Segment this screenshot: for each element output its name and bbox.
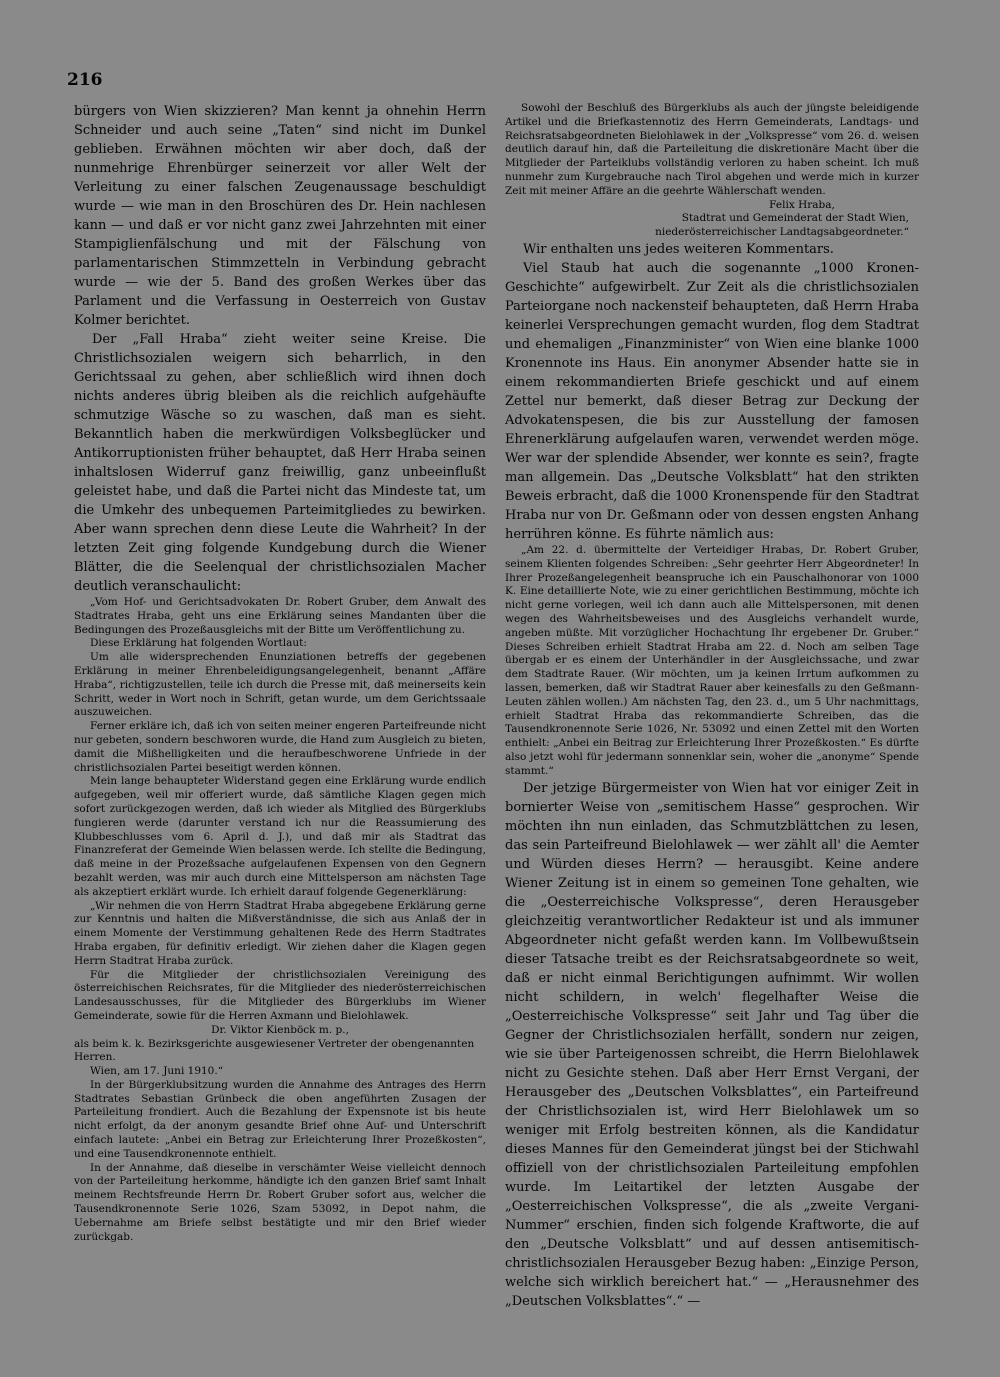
- paragraph: Wien, am 17. Juni 1910.“: [90, 1065, 224, 1078]
- paragraph: Um alle widersprechenden Enunziationen betreffs der gegebenen Erklärung in meiner Ehrenbeleidigungsangelegenheit, benannt „Affäre Hraba“, richtigzustellen, teile ich durch die Presse mit, daß meinerseits kein Schritt, weder in Wort noch in Schrift, getan wurde, um dem Gerichtssaale auszuweichen.: [74, 651, 486, 719]
- paragraph: „Vom Hof- und Gerichtsadvokaten Dr. Robert Gruber, dem Anwalt des Stadtrates Hraba, geht uns eine Erklärung seines Mandanten über die Bedingungen des Prozeßausgleichs mit der Bitte um Veröffentlichung zu.: [74, 596, 486, 636]
- paragraph: Felix Hraba,: [769, 198, 835, 211]
- right-column: [505, 102, 919, 1322]
- paragraph: Dr. Viktor Kienböck m. p.,: [211, 1023, 349, 1036]
- paragraph: Der jetzige Bürgermeister von Wien hat vor einiger Zeit in bornierter Weise von „semitischem Hasse“ gesprochen. Wir möchten ihn nun einladen, das Schmutzblättchen zu lesen, das sein Parteifreund Bielohlawek — wer zählt all' die Aemter und Würden dieses Herrn? — herausgibt. Keine andere Wiener Zeitung ist in einem so gemeinen Tone gehalten, wie die „Oesterreichische Volkspresse“, deren Herausgeber gleichzeitig verantwortlicher Redakteur ist und als immuner Abgeordneter nicht gefaßt werden kann. Im Vollbewußtsein dieser Tatsache treibt es der Reichsratsabgeordnete so weit, daß er nicht einmal Berichtigungen aufnimmt. Wir wollen nicht schildern, in welch' flegelhafter Weise die „Oesterreichische Volkspresse“ seit Jahr und Tag über die Gegner der Christlichsozialen herfällt, sondern nur zeigen, wie sie über Parteigenossen schreibt, die Herrn Bielohlawek nicht zu Gesichte stehen. Daß aber Herr Ernst Vergani, der Herausgeber des „Deutschen Volksblattes“, ein Parteifreund der Christlichsozialen ist, wird Herr Bielohlawek um so weniger mit Erfolg bestreiten können, als die Kandidatur dieses Mannes für den Gemeinderat jüngst bei der Stichwahl offiziell von der christlichsozialen Parteileitung empfohlen wurde. Im Leitartikel der letzten Ausgabe der „Oesterreichischen Volkspresse“, die als „zweite Vergani-Nummer“ erschien, finden sich folgende Kraftworte, die auf den „Deutsche Volksblatt“ und auf dessen antisemitisch-christlichsozialen Herausgeber Bezug haben: „Einzige Person, welche sich wirklich bereichert hat.“ — „Herausnehmer des „Deutschen Volksblattes“.“ —: [505, 780, 919, 1309]
- paragraph: Der „Fall Hraba“ zieht weiter seine Kreise. Die Christlichsozialen weigern sich beharrlich, in den Gerichtssaal zu gehen, aber schließlich wird ihnen doch nichts anderes übrig bleiben als die reichlich aufgehäufte schmutzige Wäsche so zu waschen, daß man es sieht. Bekanntlich haben die merkwürdigen Volksbeglücker und Antikorruptionisten früher behauptet, daß Herr Hraba seinen inhaltslosen Widerruf ganz freiwillig, ganz unbeeinflußt geleistet habe, und daß die Partei nicht das Mindeste tat, um die Umkehr des unbequemen Parteimitgliedes zu bewirken. Aber wann sprechen denn diese Leute die Wahrheit? In der letzten Zeit ging folgende Kundgebung durch die Wiener Blätter, die die Seelenqual der christlichsozialen Macher deutlich veranschaulicht:: [74, 332, 486, 594]
- paragraph: Wir enthalten uns jedes weiteren Kommentars.: [523, 241, 834, 257]
- paragraph: „Am 22. d. übermittelte der Verteidiger Hrabas, Dr. Robert Gruber, seinem Klienten folgendes Schreiben: „Sehr geehrter Herr Abgeordneter! In Ihrer Prozeßangelegenheit beanspruche ich ein Pauschalhonorar von 1000 K. Eine detaillierte Note, wie zu einer gerichtlichen Bestimmung, möchte ich nicht gerne vorlegen, weil ich dann auch alle Mittelspersonen, mit denen wegen des Wahrheitsbeweises und des Ausgleichs verhandelt wurde, angeben müßte. Mit vorzüglicher Hochachtung Ihr ergebener Dr. Gruber.“ Dieses Schreiben erhielt Stadtrat Hraba am 22. d. Noch am selben Tage übergab er es einem der Unterhändler in der Ausgleichssache, und zwar dem Stadtrate Rauer. (Wir möchten, um ja keinen Irrtum aufkommen zu lassen, bemerken, daß wir Stadtrat Rauer aber keinesfalls zu den Geßmann-Leuten zählen wollen.) Am nächsten Tag, den 23. d., um 5 Uhr nachmittags, erhielt Stadtrat Hraba das rekommandierte Schreiben, das die Tausendkronennote Serie 1026, Nr. 53092 und einen Zettel mit den Worten enthielt: „Anbei ein Beitrag zur Erleichterung Ihrer Prozeßkosten.“ Es dürfte also jetzt wohl für jedermann sonnenklar sein, woher die „anonyme“ Spende stammt.“: [505, 543, 919, 777]
- paragraph: In der Bürgerklubsitzung wurden die Annahme des Antrages des Herrn Stadtrates Sebastian Grünbeck die oben angeführten Zusagen der Parteileitung frondiert. Auch die Bezahlung der Expensnote ist bis heute nicht erfolgt, da der anonym gesandte Brief ohne Auf- und Unterschrift einfach lautete: „Anbei ein Betrag zur Erleichterung Ihrer Prozeßkosten“, und eine Tausendkronennote enthielt.: [74, 1078, 486, 1160]
- left-column: [74, 102, 486, 1332]
- paragraph: Mein lange behaupteter Widerstand gegen eine Erklärung wurde endlich aufgegeben, weil mir offeriert wurde, daß sämtliche Klagen gegen mich sofort zurückgezogen werden, daß ich wieder als Mitglied des Bürgerklubs fungieren werde (darunter verstand ich nur die Reassumierung des Klubbeschlusses vom 6. April d. J.), und daß mir als Stadtrat das Finanzreferat der Gemeinde Wien belassen werde. Ich stellte die Bedingung, daß meine in der Prozeßsache aufgelaufenen Expensen von den Gegnern bezahlt werden, was mir auch durch eine Mittelsperson am nächsten Tage als akzeptiert erklärt wurde. Ich erhielt darauf folgende Gegenerklärung:: [74, 775, 486, 898]
- paragraph: Ferner erkläre ich, daß ich von seiten meiner engeren Parteifreunde nicht nur gebeten, sondern beschworen wurde, die Hand zum Ausgleich zu bieten, damit die Mißhelligkeiten und die heraufbeschworene Unfriede in der christlichsozialen Partei beseitigt werden können.: [74, 720, 486, 774]
- paragraph: Sowohl der Beschluß des Bürgerklubs als auch der jüngste beleidigende Artikel und die Briefkastennotiz des Herrn Gemeinderats, Landtags- und Reichsratsabgeordneten Bielohlawek in der „Volkspresse“ vom 26. d. weisen deutlich darauf hin, daß die Parteileitung die diskretionäre Macht über die Mitglieder der Parteiklubs vollständig verloren zu haben scheint. Ich muß nunmehr zum Kurgebrauche nach Tirol abgehen und werde mich in kurzer Zeit mit meiner Affäre an die geehrte Wählerschaft wenden.: [505, 102, 919, 197]
- paragraph: Viel Staub hat auch die sogenannte „1000 Kronen-Geschichte“ aufgewirbelt. Zur Zeit als die christlichsozialen Parteiorgane noch nackensteif behaupteten, daß Herrn Hraba keinerlei Versprechungen gemacht wurden, flog dem Stadtrat und ehemaligen „Finanzminister“ von Wien eine blanke 1000 Kronennote ins Haus. Ein anonymer Absender hatte sie in einem rekommandierten Briefe geschickt und auf einem Zettel nur bemerkt, daß dieser Betrag zur Deckung der Advokatenspesen, die bis zur Ausstellung der famosen Ehrenerklärung aufgelaufen waren, verwendet werden möge. Wer war der splendide Absender, wer konnte es sein?, fragte man allgemein. Das „Deutsche Volksblatt“ hat den strikten Beweis erbracht, daß die 1000 Kronenspende für den Stadtrat Hraba nur von Dr. Geßmann oder von dessen engsten Anhang herrühren könne. Es führte nämlich aus:: [505, 260, 919, 542]
- paragraph: Diese Erklärung hat folgenden Wortlaut:: [90, 637, 307, 650]
- paragraph: In der Annahme, daß dieselbe in verschämter Weise vielleicht dennoch von der Parteileitung herkomme, händigte ich den ganzen Brief samt Inhalt meinem Rechtsfreunde Herrn Dr. Robert Gruber sofort aus, welcher die Tausendkronennote Serie 1026, Szam 53092, in Depot nahm, die Uebernahme am Briefe selbst bestätigte und mir den Brief wieder zurückgab.: [74, 1161, 486, 1243]
- paragraph: niederösterreichischer Landtagsabgeordneter.“: [655, 226, 909, 239]
- paragraph: Stadtrat und Gemeinderat der Stadt Wien,: [681, 212, 909, 225]
- paragraph: „Wir nehmen die von Herrn Stadtrat Hraba abgegebene Erklärung gerne zur Kenntnis und halten die Mißverständnisse, die sich aus Anlaß der in einem Momente der Verstimmung gehaltenen Rede des Herrn Stadtrates Hraba ergaben, für definitiv erledigt. Wir ziehen daher die Klagen gegen Herrn Stadtrat Hraba zurück.: [74, 899, 486, 967]
- paragraph: als beim k. k. Bezirksgerichte ausgewiesener Vertreter der obengenannten Herren.: [74, 1037, 475, 1064]
- page-number: 216: [67, 70, 103, 90]
- paragraph: bürgers von Wien skizzieren? Man kennt ja ohnehin Herrn Schneider und auch seine „Taten“ sind nicht im Dunkel geblieben. Erwähnen möchten wir aber doch, daß der nunmehrige Ehrenbürger seinerzeit vor aller Welt der Verleitung zu einer falschen Zeugenaussage beschuldigt wurde — wie man in den Broschüren des Dr. Hein nachlesen kann — und daß er vor nicht ganz zwei Jahrzehnten mit einer Stampiglienfälschung und mit der Fälschung von parlamentarischen Stimmzetteln in Verbindung gebracht wurde — wie der 5. Band des großen Werkes über das Parlament und die Verfassung in Oesterreich von Gustav Kolmer berichtet.: [74, 104, 486, 328]
- paragraph: Für die Mitglieder der christlichsozialen Vereinigung des österreichischen Reichsrates, für die Mitglieder des niederösterreichischen Landesausschusses, für die Mitglieder des Bürgerklubs im Wiener Gemeinderate, sowie für die Herren Axmann und Bielohlawek.: [74, 968, 486, 1022]
